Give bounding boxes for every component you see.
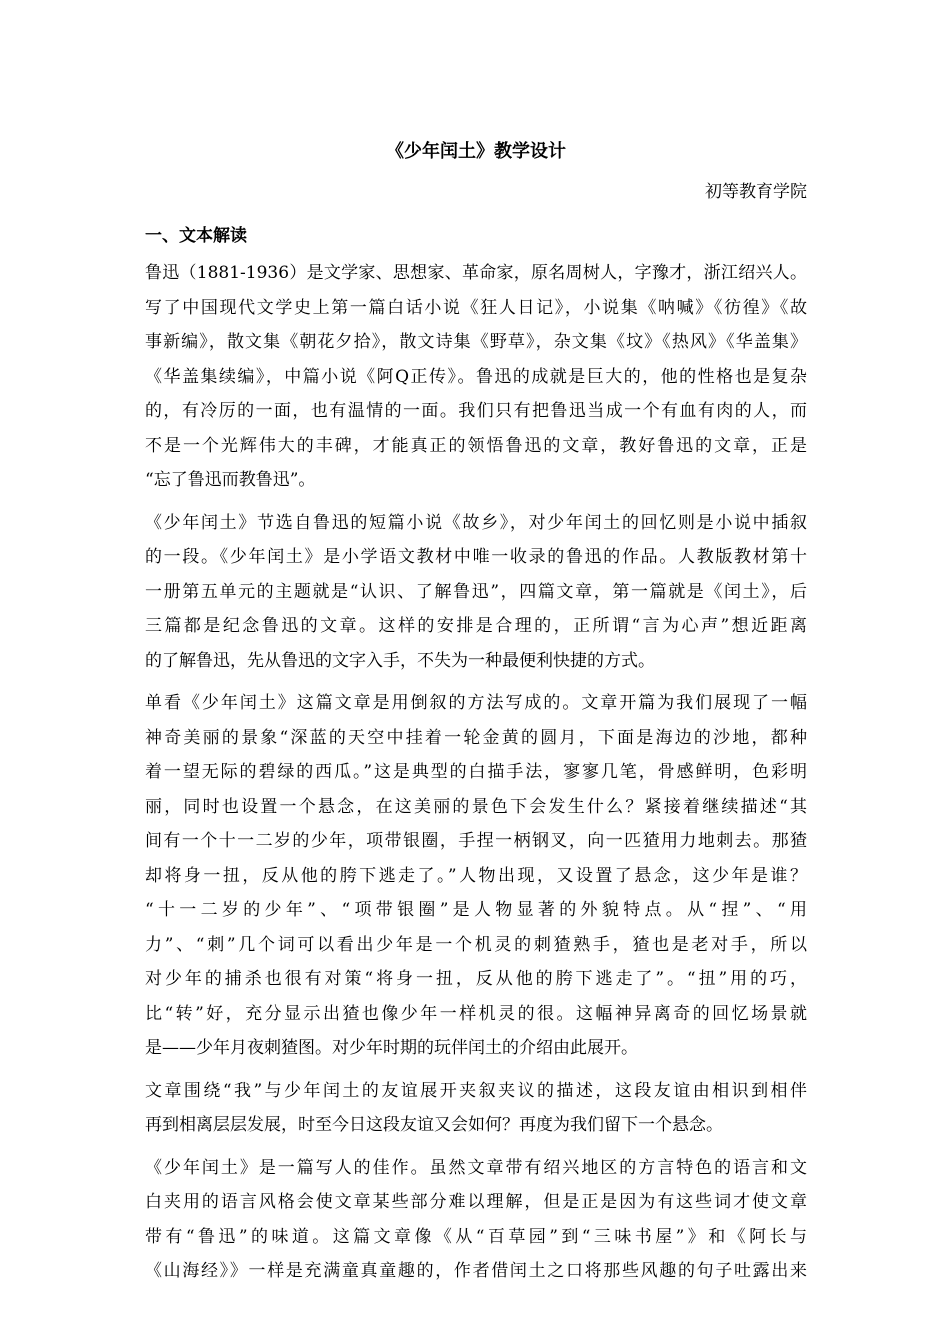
text-line: 三篇都是纪念鲁迅的文章。这样的安排是合理的，正所谓“言为心声”想近距离 — [145, 616, 807, 636]
paragraph — [145, 1151, 807, 1289]
text-line: 却将身一扭，反从他的胯下逃走了。”人物出现，又设置了悬念，这少年是谁？ — [145, 865, 807, 886]
text-line: 的了解鲁迅，先从鲁迅的文字入手，不失为一种最便利快捷的方式。 — [145, 650, 655, 671]
text-line: 《山海经》》一样是充满童真童趣的，作者借闰土之口将那些风趣的句子吐露出来 — [145, 1261, 807, 1281]
text-line: 的，有冷厉的一面，也有温情的一面。我们只有把鲁迅当成一个有血有肉的人，而 — [145, 401, 807, 421]
text-line: 再到相离层层发展，时至今日这段友谊又会如何？再度为我们留下一个悬念。 — [145, 1115, 723, 1135]
document-title: 《少年闰土》教学设计 — [386, 141, 566, 162]
text-line: 间有一个十一二岁的少年，项带银圈，手捏一柄钢叉，向一匹猹用力地刺去。那猹 — [145, 831, 807, 851]
text-line: 的一段。《少年闰土》是小学语文教材中唯一收录的鲁迅的作品。人教版教材第十 — [145, 547, 807, 567]
text-line: 不是一个光辉伟大的丰碑，才能真正的领悟鲁迅的文章，教好鲁迅的文章，正是 — [145, 435, 807, 456]
text-line: “十一二岁的少年”、“项带银圈”是人物显著的外貌特点。从“捏”、“用 — [145, 900, 807, 920]
text-line: 比“转”好，充分显示出猹也像少年一样机灵的很。这幅神异离奇的回忆场景就 — [145, 1003, 807, 1024]
section-heading: 一、文本解读 — [145, 226, 247, 246]
author-affiliation: 初等教育学院 — [705, 182, 807, 202]
text-line: 丽，同时也设置一个悬念，在这美丽的景色下会发生什么？紧接着继续描述“其 — [145, 796, 807, 817]
text-line: 鲁迅（1881-1936）是文学家、思想家、革命家，原名周树人，字豫才，浙江绍兴人。 — [145, 263, 807, 283]
text-line: 力”、“刺”几个词可以看出少年是一个机灵的刺猹熟手，猹也是老对手，所以 — [145, 934, 807, 955]
paragraph — [145, 1074, 807, 1143]
text-line: 是——少年月夜刺猹图。对少年时期的玩伴闰土的介绍由此展开。 — [145, 1038, 638, 1058]
text-line: 一册第五单元的主题就是“认识、了解鲁迅”，四篇文章，第一篇就是《闰土》，后 — [145, 581, 807, 602]
paragraph — [145, 506, 807, 679]
text-line: 神奇美丽的景象“深蓝的天空中挂着一轮金黄的圆月，下面是海边的沙地，都种 — [145, 727, 807, 748]
text-line: 单看《少年闰土》这篇文章是用倒叙的方法写成的。文章开篇为我们展现了一幅 — [145, 693, 807, 713]
text-line: 写了中国现代文学史上第一篇白话小说《狂人日记》，小说集《呐喊》《彷徨》《故 — [145, 297, 807, 318]
paragraph — [145, 256, 807, 498]
text-line: 《华盖集续编》，中篇小说《阿Q正传》。鲁迅的成就是巨大的，他的性格也是复杂 — [145, 366, 807, 387]
text-line: 《少年闰土》是一篇写人的佳作。虽然文章带有绍兴地区的方言特色的语言和文 — [145, 1157, 807, 1178]
text-line: “忘了鲁迅而教鲁迅”。 — [145, 470, 316, 490]
text-line: 白夹用的语言风格会使文章某些部分难以理解，但是正是因为有这些词才使文章 — [145, 1192, 807, 1212]
text-line: 文章围绕“我”与少年闰土的友谊展开夹叙夹议的描述，这段友谊由相识到相伴 — [145, 1080, 807, 1101]
text-line: 对少年的捕杀也很有对策“将身一扭，反从他的胯下逃走了”。“扭”用的巧， — [145, 969, 807, 989]
text-line: 带有“鲁迅”的味道。这篇文章像《从“百草园”到“三味书屋”》和《阿长与 — [145, 1226, 807, 1247]
text-line: 着一望无际的碧绿的西瓜。”这是典型的白描手法，寥寥几笔，骨感鲜明，色彩明 — [145, 762, 807, 782]
text-line: 《少年闰土》节选自鲁迅的短篇小说《故乡》，对少年闰土的回忆则是小说中插叙 — [145, 512, 807, 533]
document-body — [145, 256, 807, 1297]
paragraph — [145, 686, 807, 1066]
text-line: 事新编》，散文集《朝花夕拾》，散文诗集《野草》，杂文集《坟》《热风》《华盖集》 — [145, 332, 807, 352]
